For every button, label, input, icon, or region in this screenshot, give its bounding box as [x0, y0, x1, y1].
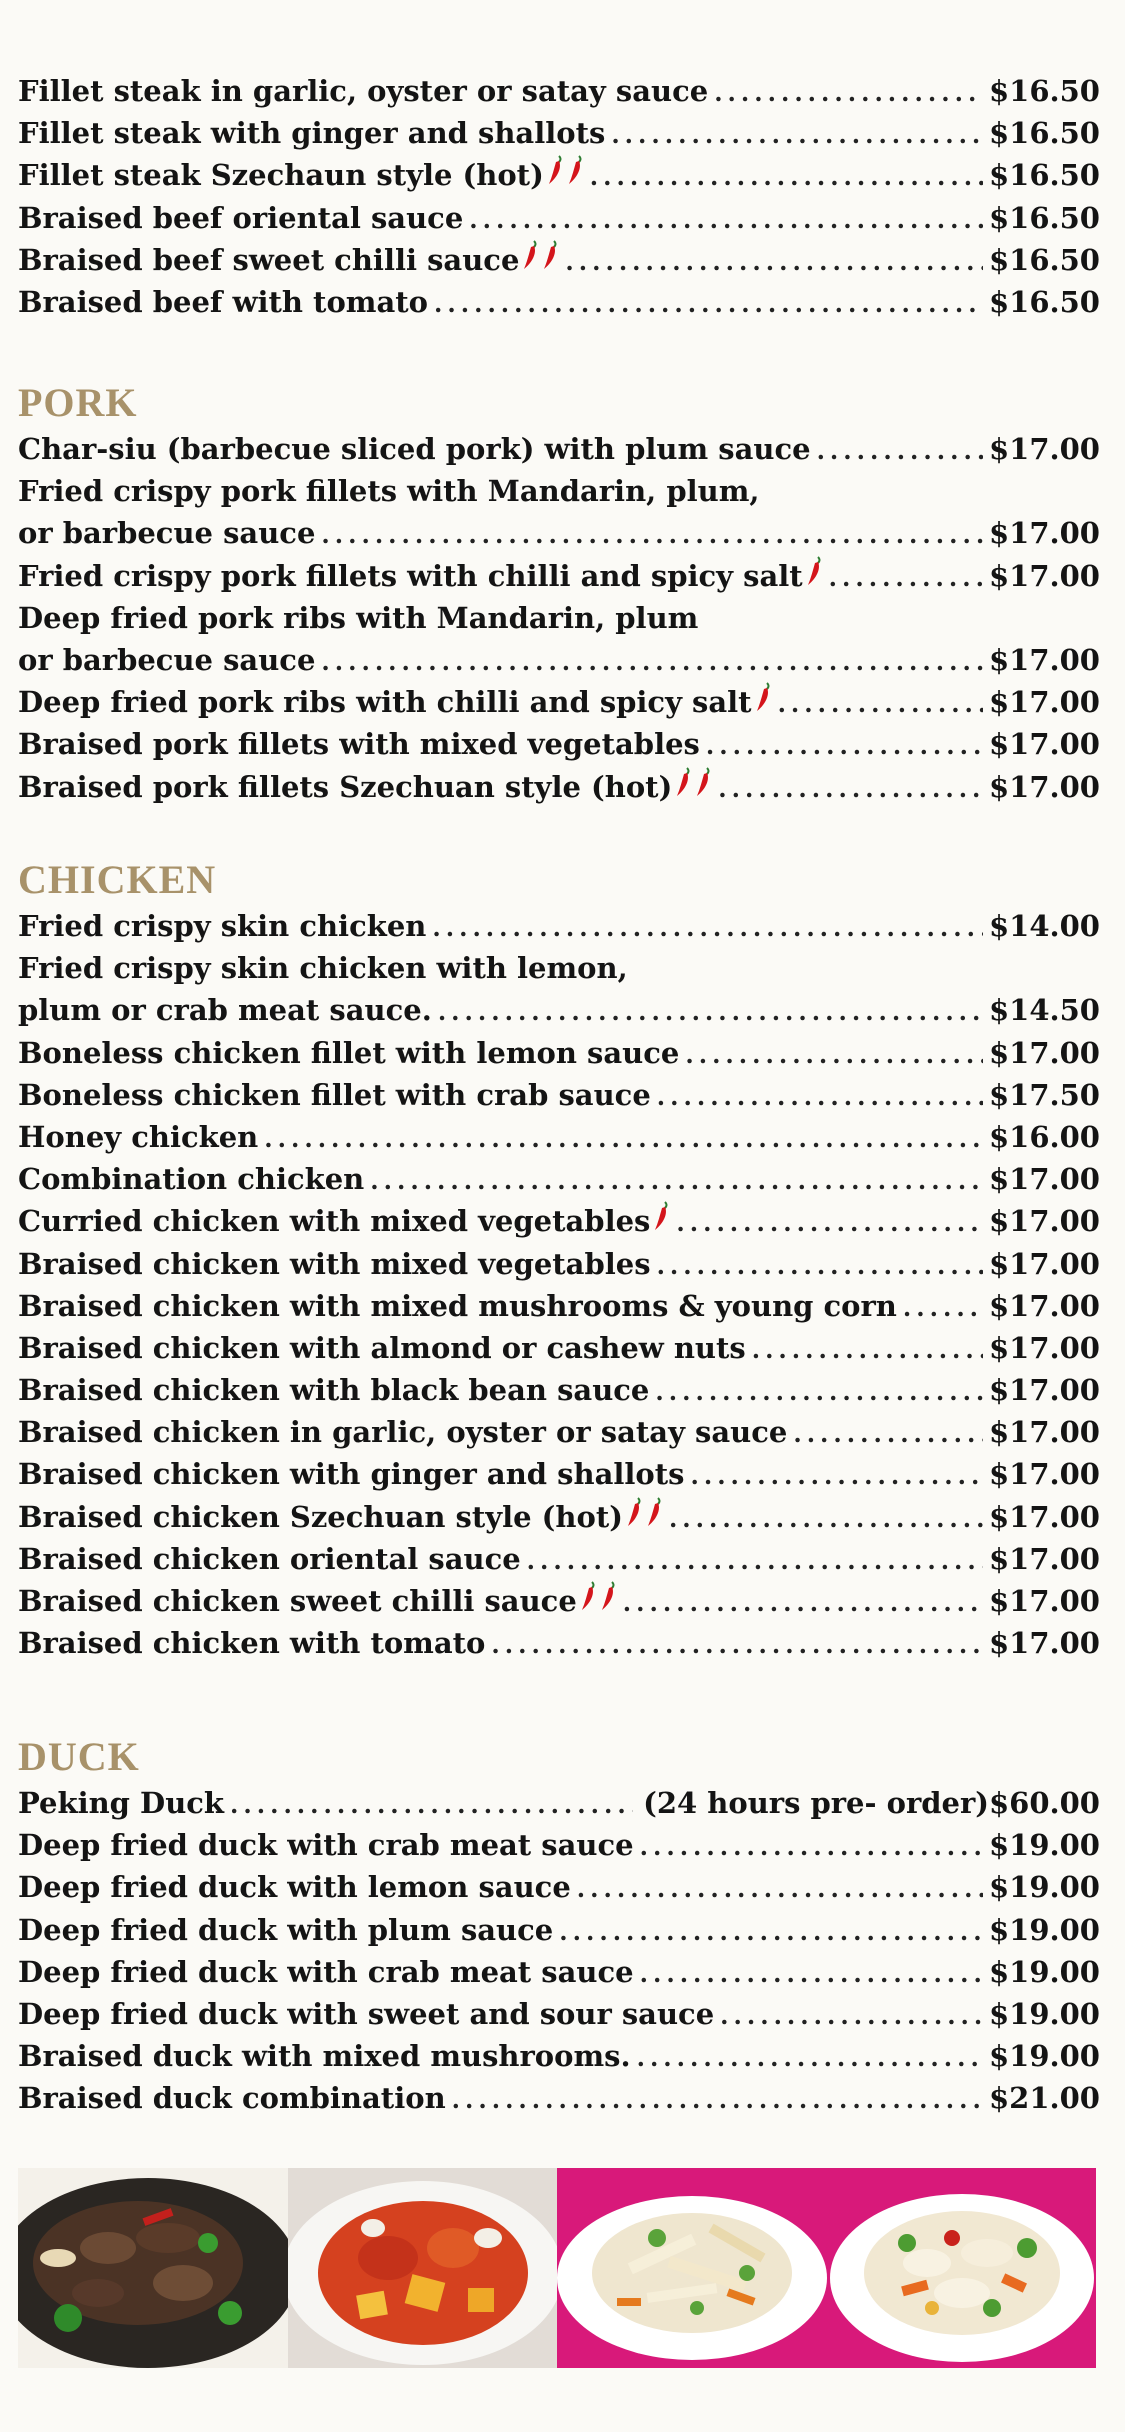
menu-item: [18, 555, 1100, 597]
dot-leader: [432, 907, 983, 949]
dot-leader: [778, 683, 983, 725]
menu-item-price: $17.00: [989, 558, 1100, 593]
menu-item: [18, 1824, 1100, 1866]
dot-leader: [903, 1287, 983, 1329]
menu-item-name: Deep fried pork ribs with chilli and spicy salt: [18, 685, 752, 720]
dot-leader: [657, 1076, 983, 1118]
chilli-icon: [599, 1581, 617, 1611]
menu-item: [18, 905, 1100, 947]
menu-item-line: [18, 597, 1100, 639]
menu-item-price: $16.50: [989, 116, 1100, 151]
menu-item-price: $17.00: [989, 1373, 1100, 1408]
dot-leader: [817, 430, 983, 472]
menu-item-price: $16.00: [989, 1119, 1100, 1154]
chilli-icon: [625, 1497, 643, 1527]
chilli-icon: [652, 1201, 670, 1231]
menu-item-price: $17.00: [989, 1541, 1100, 1576]
menu-item-price: $17.00: [989, 1626, 1100, 1661]
menu-item: [18, 1243, 1100, 1285]
dot-leader: [829, 557, 983, 599]
menu-item-name: Fillet steak with ginger and shallots: [18, 116, 606, 151]
dot-leader: [669, 1498, 983, 1540]
dot-leader: [370, 1160, 983, 1202]
mixed-vegetable-photo: [827, 2168, 1097, 2368]
menu-item-price: $14.50: [989, 993, 1100, 1028]
dot-leader: [264, 1118, 983, 1160]
menu-item-price: $16.50: [989, 284, 1100, 319]
menu-item: [18, 1032, 1100, 1074]
menu-item: [18, 1411, 1100, 1453]
section-heading: DUCK: [18, 1734, 140, 1779]
dot-leader: [611, 114, 983, 156]
section-heading: PORK: [18, 380, 138, 425]
pork-section: [18, 378, 1100, 808]
menu-item-name: Deep fried pork ribs with Mandarin, plum: [18, 600, 699, 635]
menu-item: [18, 1116, 1100, 1158]
menu-item-name: Braised chicken sweet chilli sauce: [18, 1584, 577, 1618]
chilli-icon: [579, 1581, 597, 1611]
menu-item-name-cont: or barbecue sauce: [18, 642, 316, 677]
menu-item-name: Curried chicken with mixed vegetables: [18, 1204, 651, 1239]
menu-item-price: $14.00: [989, 909, 1100, 943]
sweet-and-sour-photo: [288, 2168, 558, 2368]
dot-leader: [640, 1826, 983, 1868]
menu-item-name: Braised chicken with mixed vegetables: [18, 1246, 651, 1281]
dot-leader: [718, 768, 983, 810]
menu-item-line: [18, 947, 1100, 989]
menu-item-name: Braised pork fillets Szechuan style (hot): [18, 769, 673, 804]
menu-item-price: $17.00: [989, 727, 1100, 762]
menu-item: [18, 1580, 1100, 1622]
menu-item-name: Boneless chicken fillet with crab sauce: [18, 1077, 651, 1112]
menu-item-price: $17.00: [989, 1288, 1100, 1323]
dot-leader: [434, 283, 983, 325]
menu-item-name: Braised chicken with black bean sauce: [18, 1373, 650, 1408]
menu-item-price: $16.50: [989, 74, 1100, 108]
menu-item: [18, 989, 1100, 1031]
menu-item-name: Deep fried duck with crab meat sauce: [18, 1828, 634, 1863]
menu-item-name: Braised chicken with almond or cashew nuts: [18, 1330, 746, 1365]
menu-item: [18, 1496, 1100, 1538]
menu-item: [18, 1622, 1100, 1664]
menu-item-name: Fillet steak Szechaun style (hot): [18, 158, 544, 193]
dot-leader: [469, 199, 983, 241]
menu-item-price: $17.00: [989, 685, 1100, 720]
menu-item-price: $17.00: [989, 1330, 1100, 1365]
menu-item-name: Combination chicken: [18, 1162, 365, 1197]
menu-item-price: $19.00: [989, 1828, 1100, 1863]
chilli-icon: [805, 556, 823, 586]
menu-item-name: Braised pork fillets with mixed vegetables: [18, 727, 700, 762]
chilli-icon: [546, 155, 564, 185]
menu-item-price: $17.00: [989, 642, 1100, 677]
menu-item: [18, 1538, 1100, 1580]
dot-leader: [491, 1624, 983, 1666]
menu-item: [18, 1951, 1100, 1993]
menu-item: [18, 766, 1100, 808]
menu-item-name: Honey chicken: [18, 1119, 259, 1154]
dot-leader: [230, 1784, 633, 1826]
menu-item: [18, 281, 1100, 323]
menu-item: [18, 112, 1100, 154]
menu-item-name: Braised chicken with mixed mushrooms & young corn: [18, 1288, 897, 1323]
chilli-icon: [674, 767, 692, 797]
menu-item-price: $19.00: [989, 1912, 1100, 1947]
menu-item-name: Braised chicken in garlic, oyster or satay sauce: [18, 1415, 788, 1450]
chicken-section: [18, 855, 1100, 1664]
dot-leader: [706, 725, 983, 767]
menu-item: [18, 2035, 1100, 2077]
stir-fry-chicken-photo: [557, 2168, 827, 2368]
menu-item-price: $17.00: [989, 432, 1100, 466]
dot-leader: [657, 1245, 983, 1287]
menu-item: [18, 1369, 1100, 1411]
menu-item-price: $17.00: [989, 1584, 1100, 1618]
menu-item: [18, 239, 1100, 281]
menu-item: [18, 197, 1100, 239]
menu-item-price: $17.00: [989, 1246, 1100, 1281]
menu-item-name: Deep fried duck with sweet and sour sauce: [18, 1996, 715, 2031]
dot-leader: [793, 1413, 983, 1455]
menu-item: [18, 1453, 1100, 1495]
chilli-icon: [754, 682, 772, 712]
dot-leader: [676, 1202, 983, 1244]
menu-item-name: Braised duck combination: [18, 2081, 446, 2116]
menu-item: [18, 512, 1100, 554]
menu-item: [18, 723, 1100, 765]
menu-item-name: Braised beef sweet chilli sauce: [18, 242, 520, 277]
menu-item-name: Deep fried duck with crab meat sauce: [18, 1954, 634, 1989]
dot-leader: [321, 514, 983, 556]
duck-section: [18, 1732, 1100, 2120]
menu-item-price: $17.00: [989, 1499, 1100, 1534]
menu-item: [18, 154, 1100, 196]
dot-leader: [577, 1868, 983, 1910]
menu-item-name: Fried crispy pork fillets with chilli and spicy salt: [18, 558, 803, 593]
menu-item-price: $17.00: [989, 1035, 1100, 1070]
menu-item-name: Braised duck with mixed mushrooms.: [18, 2039, 631, 2074]
menu-item: [18, 1782, 1100, 1824]
dot-leader: [565, 241, 983, 283]
chilli-icon: [566, 155, 584, 185]
menu-item-price: $17.00: [989, 769, 1100, 804]
beef-continued-section: [18, 70, 1100, 323]
menu-item: [18, 428, 1100, 470]
menu-item-price: $19.00: [989, 2039, 1100, 2074]
menu-item-name: Peking Duck: [18, 1786, 225, 1820]
menu-item-price: $19.00: [989, 1996, 1100, 2031]
menu-item-name: Fried crispy pork fillets with Mandarin, plum,: [18, 474, 760, 509]
menu-item: [18, 681, 1100, 723]
menu-item-name: Braised beef with tomato: [18, 284, 429, 319]
menu-item-name: Deep fried duck with lemon sauce: [18, 1870, 571, 1905]
menu-item: [18, 1327, 1100, 1369]
menu-item-price: $19.00: [989, 1870, 1100, 1905]
dot-leader: [720, 1995, 983, 2037]
chilli-icon: [645, 1497, 663, 1527]
dot-leader: [640, 1953, 983, 1995]
menu-item: [18, 2077, 1100, 2119]
menu-item: [18, 639, 1100, 681]
menu-item-name: Char-siu (barbecue sliced pork) with plum sauce: [18, 432, 811, 466]
menu-item: [18, 1866, 1100, 1908]
menu-item-name: Braised chicken with ginger and shallots: [18, 1457, 685, 1492]
dot-leader: [321, 641, 983, 683]
menu-item-price: $16.50: [989, 158, 1100, 193]
dot-leader: [590, 156, 983, 198]
dot-leader: [527, 1540, 983, 1582]
dot-leader: [438, 991, 983, 1033]
menu-item-name: Braised chicken with tomato: [18, 1626, 486, 1661]
menu-item-name: Braised chicken Szechuan style (hot): [18, 1499, 623, 1534]
menu-item-note: (24 hours pre- order): [643, 1786, 989, 1820]
dot-leader: [685, 1034, 983, 1076]
menu-item: [18, 70, 1100, 112]
menu-item-name: Braised beef oriental sauce: [18, 200, 464, 235]
chilli-icon: [521, 240, 539, 270]
menu-item-name: Fried crispy skin chicken: [18, 909, 427, 943]
menu-item-price: $19.00: [989, 1954, 1100, 1989]
dot-leader: [752, 1329, 983, 1371]
dot-leader: [623, 1582, 983, 1624]
menu-item-name-cont: plum or crab meat sauce.: [18, 993, 432, 1028]
chilli-icon: [694, 767, 712, 797]
menu-item-price: $17.00: [989, 516, 1100, 551]
dot-leader: [690, 1455, 983, 1497]
menu-item-line: [18, 470, 1100, 512]
section-heading: CHICKEN: [18, 857, 217, 902]
menu-item: [18, 1074, 1100, 1116]
menu-item-name: Braised chicken oriental sauce: [18, 1541, 521, 1576]
menu-item-price: $16.50: [989, 242, 1100, 277]
menu-item-name: Fillet steak in garlic, oyster or satay sauce: [18, 74, 709, 108]
menu-item-name-cont: or barbecue sauce: [18, 516, 316, 551]
menu-item-price: $16.50: [989, 200, 1100, 235]
menu-item: [18, 1158, 1100, 1200]
dot-leader: [452, 2079, 983, 2121]
menu-item: [18, 1993, 1100, 2035]
menu-item: [18, 1909, 1100, 1951]
menu-item: [18, 1200, 1100, 1242]
menu-item-price: $17.00: [989, 1162, 1100, 1197]
menu-item-price: $17.00: [989, 1415, 1100, 1450]
chilli-icon: [541, 240, 559, 270]
menu-item-price: $21.00: [989, 2081, 1100, 2116]
menu-item-name: Fried crispy skin chicken with lemon,: [18, 951, 628, 986]
sizzling-beef-plate-photo: [18, 2168, 288, 2368]
menu-item-price: $17.00: [989, 1457, 1100, 1492]
menu-item: [18, 1285, 1100, 1327]
food-photo-strip: [18, 2168, 1096, 2368]
menu-item-price: $17.00: [989, 1204, 1100, 1239]
menu-item-name: Deep fried duck with plum sauce: [18, 1912, 554, 1947]
dot-leader: [637, 2037, 983, 2079]
menu-item-price: $17.50: [989, 1077, 1100, 1112]
dot-leader: [559, 1911, 983, 1953]
menu-item-price: $60.00: [989, 1786, 1100, 1820]
dot-leader: [655, 1371, 983, 1413]
dot-leader: [714, 72, 983, 114]
menu-item-name: Boneless chicken fillet with lemon sauce: [18, 1035, 680, 1070]
